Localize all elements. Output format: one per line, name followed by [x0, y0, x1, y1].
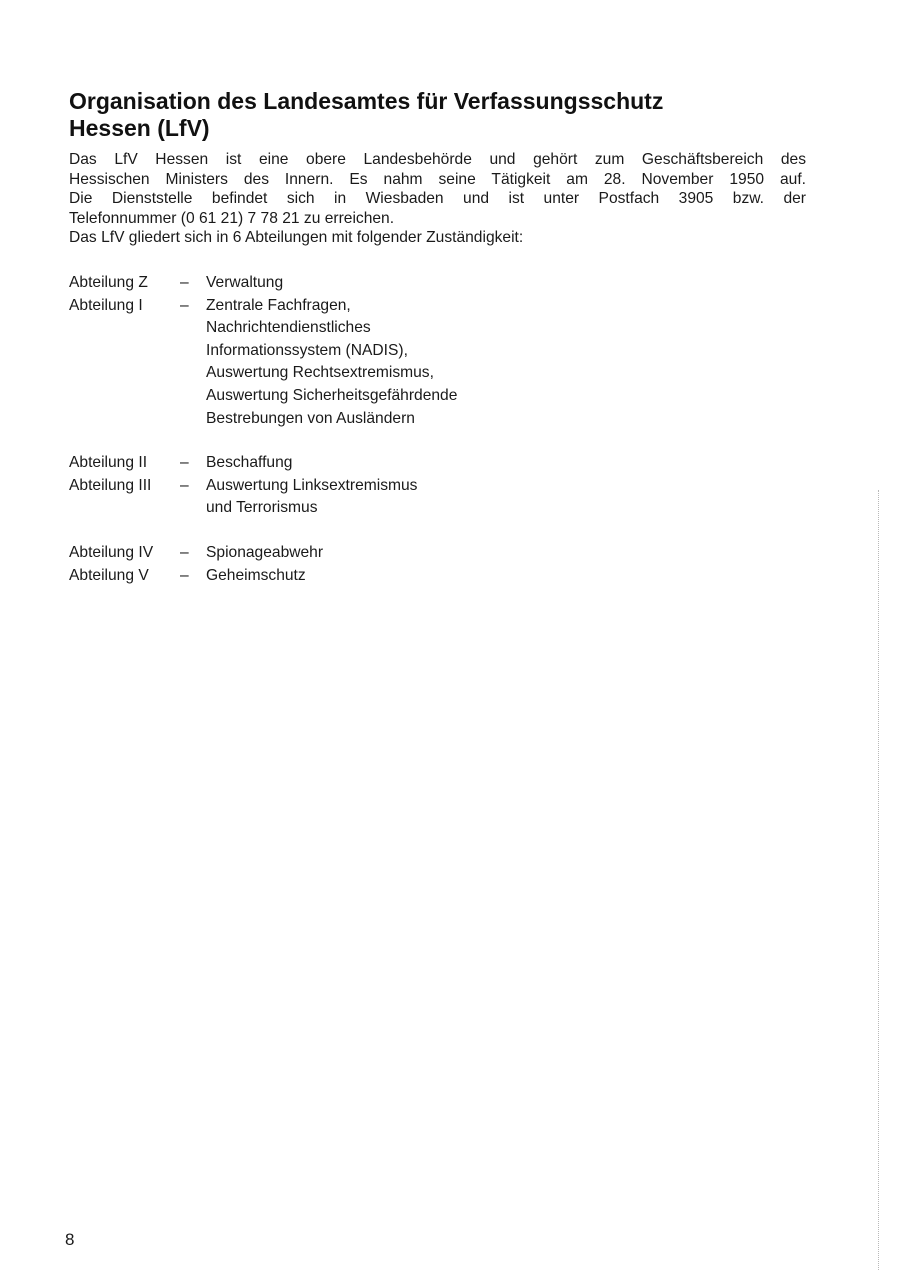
- department-name: Abteilung Z: [69, 274, 148, 291]
- intro-line: Das LfV gliedert sich in 6 Abteilungen mit folgender Zuständigkeit:: [69, 229, 524, 246]
- department-i: [69, 295, 769, 431]
- department-line: Geheimschutz: [206, 566, 306, 584]
- department-description: [206, 475, 769, 520]
- intro-paragraph: [69, 150, 806, 248]
- department-line: Auswertung Sicherheitsgefährdende: [206, 386, 458, 404]
- department-line: und Terrorismus: [206, 499, 318, 517]
- department-line: Beschaffung: [206, 454, 293, 472]
- department-name: Abteilung IV: [69, 543, 154, 561]
- department-dash: –: [180, 454, 189, 472]
- spacer: [69, 520, 769, 542]
- department-name: Abteilung V: [69, 566, 149, 584]
- intro-line: Hessischen Ministers des Innern. Es nahm seine Tätigkeit am 28. November 1950 auf.: [69, 170, 806, 188]
- department-name: Abteilung III: [69, 476, 152, 494]
- intro-line: Telefonnummer (0 61 21) 7 78 21 zu erreichen.: [69, 209, 395, 227]
- department-iv: [69, 542, 769, 565]
- department-line: Auswertung Linksextremismus: [206, 476, 418, 494]
- department-description: [206, 295, 769, 431]
- department-description: [206, 452, 769, 475]
- department-dash: –: [180, 566, 189, 584]
- department-dash: –: [180, 476, 189, 494]
- department-name: Abteilung II: [69, 454, 148, 472]
- spacer: [69, 430, 769, 452]
- department-v: [69, 565, 769, 588]
- department-line: Verwaltung: [206, 274, 284, 291]
- department-description: [206, 272, 769, 295]
- page-number: 8: [65, 1230, 75, 1249]
- department-dash: –: [180, 296, 189, 314]
- department-description: [206, 542, 769, 565]
- department-line: Bestrebungen von Ausländern: [206, 409, 415, 427]
- department-name: Abteilung I: [69, 296, 143, 314]
- department-line: Nachrichtendienstliches: [206, 319, 371, 337]
- department-line: Informationssystem (NADIS),: [206, 341, 408, 359]
- department-dash: –: [180, 543, 189, 561]
- department-ii: [69, 452, 769, 475]
- department-description: [206, 565, 769, 588]
- department-line: Auswertung Rechtsextremismus,: [206, 364, 434, 382]
- department-list: [69, 272, 769, 587]
- department-z: [69, 272, 769, 295]
- intro-line: Die Dienststelle befindet sich in Wiesbaden und ist unter Postfach 3905 bzw. der: [69, 190, 806, 207]
- department-dash: –: [180, 274, 189, 291]
- page-title: [69, 88, 829, 142]
- title-line-1: Organisation des Landesamtes für Verfassungsschutz: [69, 88, 664, 114]
- scan-edge-line: [878, 490, 879, 1270]
- title-line-2: Hessen (LfV): [69, 115, 210, 141]
- department-line: Spionageabwehr: [206, 543, 324, 561]
- department-iii: [69, 475, 769, 520]
- department-line: Zentrale Fachfragen,: [206, 296, 351, 314]
- intro-line: Das LfV Hessen ist eine obere Landesbehörde und gehört zum Geschäftsbereich des: [69, 151, 806, 168]
